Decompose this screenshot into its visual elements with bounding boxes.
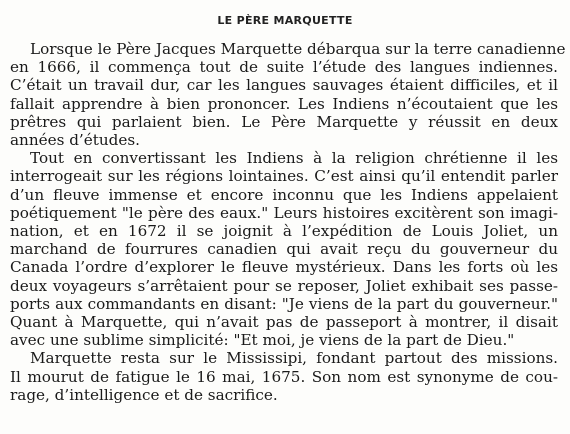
text-line: interrogeait sur les régions lointaines. C’est ainsi qu’il entendit parler: [10, 167, 558, 186]
text-line: Marquette resta sur le Mississipi, fondant partout des missions.: [30, 349, 558, 368]
text-line: marchand de fourrures canadien qui avait reçu du gouverneur du: [10, 240, 558, 259]
paragraph-2: [10, 149, 558, 349]
text-line: en 1666, il commença tout de suite l’étude des langues indiennes.: [10, 58, 558, 77]
text-line: Canada l’ordre d’explorer le fleuve mystérieux. Dans les forts où les: [10, 258, 558, 277]
text-line: nation, et en 1672 il se joignit à l’expédition de Louis Joliet, un: [10, 222, 558, 241]
paragraph-3: [10, 349, 558, 404]
text-line: fallait apprendre à bien prononcer. Les Indiens n’écoutaient que les: [10, 94, 558, 113]
text-line: ports aux commandants en disant: "Je viens de la part du gouverneur.": [10, 294, 558, 313]
text-line: prêtres qui parlaient bien. Le Père Marquette y réussit en deux: [10, 112, 558, 131]
text-line: Il mourut de fatigue le 16 mai, 1675. Son nom est synonyme de cou-: [10, 367, 558, 386]
text-line: Tout en convertissant les Indiens à la religion chrétienne il les: [30, 149, 558, 168]
text-line: avec une sublime simplicité: "Et moi, je viens de la part de Dieu.": [10, 331, 515, 350]
text-line: C’était un travail dur, car les langues sauvages étaient difficiles, et il: [10, 76, 558, 95]
text-line: d’un fleuve immense et encore inconnu que les Indiens appelaient: [10, 185, 558, 204]
text-line: Lorsque le Père Jacques Marquette débarqua sur la terre canadienne: [30, 40, 566, 58]
paragraph-1: [10, 40, 566, 150]
text-line: Quant à Marquette, qui n’avait pas de passeport à montrer, il disait: [10, 313, 558, 332]
text-line: années d’études.: [10, 131, 140, 150]
text-line: poétiquement "le père des eaux." Leurs histoires excitèrent son imagi-: [10, 203, 558, 222]
page-title: LE PÈRE MARQUETTE: [217, 14, 353, 27]
document-body: [10, 40, 566, 404]
text-line: rage, d’intelligence et de sacrifice.: [10, 385, 278, 404]
text-line: deux voyageurs s’arrêtaient pour se reposer, Joliet exhibait ses passe-: [10, 276, 558, 295]
